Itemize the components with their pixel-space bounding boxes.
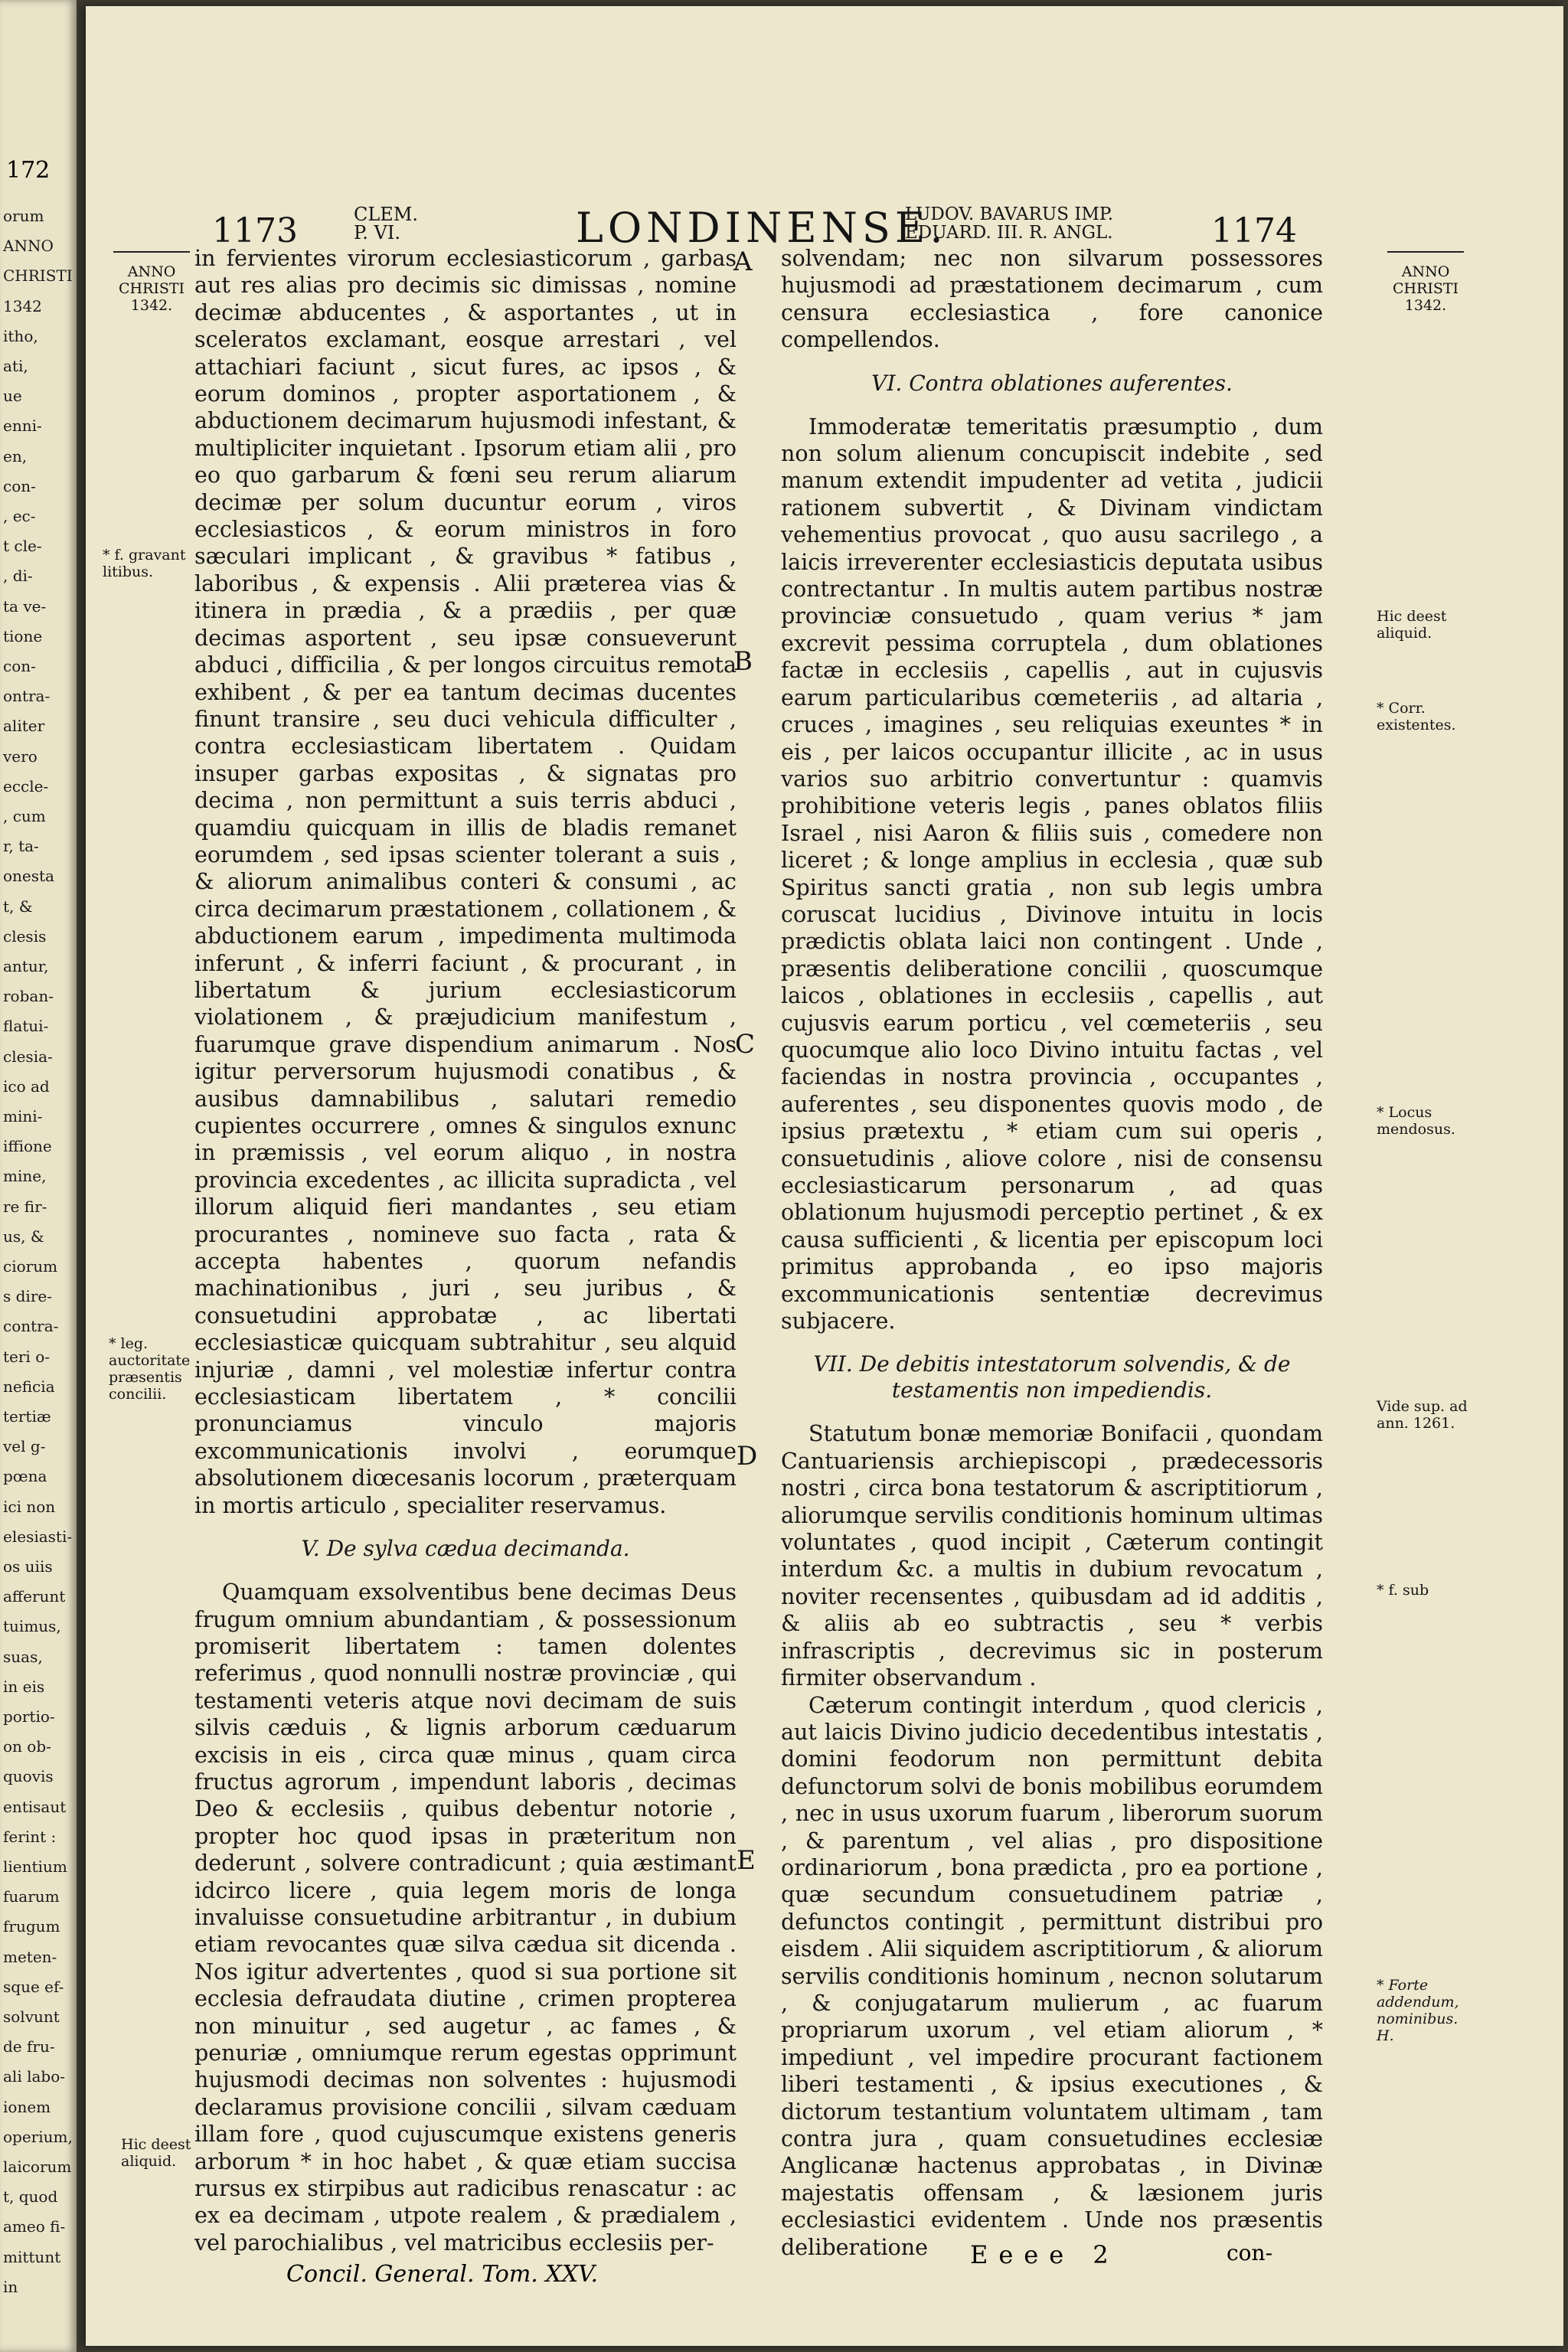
- note-hic-right: Hic deest aliquid.: [1377, 608, 1447, 642]
- heading-section-vii: VII. De debitis intestatorum solvendis, & de testamentis non impediendis.: [813, 1351, 1291, 1403]
- previous-page-fragment: sque ef-: [3, 1977, 64, 1996]
- previous-page-fragment: fuarum: [3, 1887, 60, 1906]
- footer-signature: Eeee 2: [970, 2240, 1119, 2269]
- note-auctoritate: * leg. auctoritate præsentis concilii.: [109, 1335, 191, 1403]
- previous-page-fragment: enni-: [3, 416, 42, 436]
- previous-page-fragment: orum: [3, 207, 44, 225]
- heading-section-vi: VI. Contra oblationes auferentes.: [871, 370, 1233, 396]
- previous-page-fragment: solvunt: [3, 2007, 60, 2026]
- previous-page-fragment: teri o-: [3, 1347, 50, 1366]
- note-vide: Vide sup. ad ann. 1261.: [1377, 1398, 1468, 1432]
- previous-page-fragment: roban-: [3, 987, 54, 1006]
- note-forte: * Forte addendum, nominibus. H.: [1377, 1977, 1459, 2044]
- previous-page-fragment: os uiis: [3, 1557, 53, 1576]
- previous-page-fragment: operium,: [3, 2127, 73, 2146]
- clem-line1: CLEM.: [354, 204, 419, 225]
- previous-page-fragment: tertiæ: [3, 1407, 51, 1426]
- previous-page-fragment: ici non: [3, 1497, 56, 1516]
- previous-page-fragment: antur,: [3, 957, 49, 975]
- previous-page-fragment: flatui-: [3, 1017, 49, 1036]
- previous-page-fragment: in: [3, 2277, 18, 2296]
- previous-page-fragment: con-: [3, 476, 36, 495]
- left-column: [194, 245, 737, 2256]
- previous-page-fragment: laicorum: [3, 2158, 72, 2176]
- marker-d: D: [737, 1441, 758, 1472]
- note-hic-left: Hic deest aliquid.: [121, 2136, 191, 2170]
- previous-page-fragment: clesis: [3, 926, 47, 946]
- previous-page-fragment: onesta: [3, 867, 54, 886]
- right-paragraph-3: Statutum bonæ memoriæ Bonifacii , quondam Cantuariensis archiepiscopi , prædecessoris nostri , circa bona testatorum & ascriptitiorum , aliorumque servilis conditionis hominum ultimas voluntates , quod incipit , Cæterum contingit interdum &c. a multis in dubium revocatum , noviter recensentes , quibusdam ad id additis , & aliis ab eo subtractis , seu * verbis infrascriptis , decrevimus sic in posterum firmiter observandum .: [781, 1421, 1323, 1691]
- ludov-line1: LUDOV. BAVARUS IMP.: [905, 204, 1114, 224]
- previous-page-fragment: neficia: [3, 1377, 55, 1396]
- previous-page-fragment: tuimus,: [3, 1617, 61, 1636]
- right-paragraph-4: Cæterum contingit interdum , quod clericis , aut laicis Divino judicio decedentibus intestatis , domini feodorum non permittunt debita defunctorum solvi de bonis mobilibus eorumdem , nec in usus uxorum fuarum , liberorum suorum , & parentum , vel alias , pro dispositione ordinariorum , bona prædicta , pro ea portione , quæ secundum consuetudinem patriæ , defunctos contingit , permittunt distribui pro eisdem . Alii siquidem ascriptitiorum , & aliorum servilis conditionis hominum , necnon solutarum , & conjugatarum mulierum , ac fuarum propriarum uxorum , vel etiam aliorum , * impediunt , vel impedire procurant factionem liberi testamenti , & ipsius executiones , & dictorum testantium voluntatem ultimam , tam contra jura , quam consuetudines ecclesiæ Anglicanæ hactenus approbatas , in Divinæ majestatis offensam , & læsionem juris ecclesiastici evidentem . Unde nos præsentis deliberatione: [781, 1692, 1323, 2260]
- previous-page-fragment: lientium: [3, 1857, 67, 1876]
- anno-right-1: ANNO: [1401, 263, 1450, 280]
- previous-page-fragment: ciorum: [3, 1257, 58, 1276]
- note-corr: * Corr. existentes.: [1377, 700, 1456, 733]
- footer-catchword: con-: [1227, 2240, 1273, 2265]
- previous-page-fragment: ati,: [3, 357, 28, 375]
- previous-page-fragment: iffione: [3, 1137, 52, 1156]
- previous-page-fragment: eccle-: [3, 776, 49, 795]
- previous-page-fragment: entisaut: [3, 1797, 67, 1816]
- note-fsub: * f. sub: [1377, 1582, 1429, 1599]
- book-page: [86, 6, 1563, 2346]
- previous-page-fragment: elesiasti-: [3, 1527, 73, 1546]
- previous-page-fragment: s dire-: [3, 1287, 52, 1306]
- previous-page-fragment: frugum: [3, 1917, 60, 1936]
- marker-e: E: [737, 1845, 756, 1876]
- previous-page-fragment: ANNO: [3, 237, 54, 256]
- previous-page-fragment: vel g-: [3, 1437, 46, 1456]
- left-paragraph-1: in fervientes virorum ecclesiasticorum , garbas aut res alias pro decimis sic dimissas , nomine decimæ abducentes , & asportantes , ut in sceleratos exclamant, eosque arrestari , vel attachiari faciunt , sicut fures, ac ipsos , & eorum dominos , propter asportationem , & abductionem decimarum hujusmodi infestant, & multipliciter inquietant . Ipsorum etiam alii , pro eo quo garbarum & fœni seu rerum aliarum decimæ per solum ducuntur eorum , viros ecclesiasticos , & eorum ministros in foro sæculari implicant , & gravibus * fatibus , laboribus , & expensis . Alii præterea vias & itinera in prædia , & a prædiis , per quæ decimas asportent , seu ipsæ consueverunt abduci , difficilia , & per longos circuitus remota exhibent , & per ea tantum decimas ducentes finunt transire , seu duci vehicula difficulter , contra ecclesiasticam libertatem . Quidam insuper garbas expositas , & signatas pro decima , non permittunt a suis terris abduci , quamdiu quicquam in illis de bladis remanet eorumdem , sed ipsas scienter tolerant a suis , & aliorum animalibus conteri & consumi , ac circa decimarum præstationem , collationem , & abductionem earum , impedimenta multimoda inferunt , & inferri faciunt , & procurant , in libertatum & jurium ecclesiasticorum violationem , & præjudicium manifestum , fuarumque grave dispendium animarum . Nos igitur perversorum hujusmodi conatibus , & ausibus damnabilibus , salutari remedio cupientes occurrere , omnes & singulos exnunc in præmissis , vel eorum aliquo , in nostra provincia excedentes , ac illicita supradicta , vel illorum aliquid fieri mandantes , seu etiam procurantes , nomineve suo facta , rata & accepta habentes , quorum nefandis machinationibus , juri , seu juribus , & consuetudini approbatæ , ac libertati ecclesiasticæ quicquam subtrahitur , seu alquid injuriæ , damni , vel molestiæ infertur contra ecclesiasticam libertatem , * concilii pronunciamus vinculo majoris excommunicationis involvi , eorumque absolutionem diœcesanis locorum , præterquam in mortis articulo , specialiter reservamus.: [194, 246, 737, 1518]
- footer-volume: Concil. General. Tom. XXV.: [286, 2261, 599, 2288]
- previous-page-fragment: , cum: [3, 807, 46, 825]
- left-paragraph-2: Quamquam exsolventibus bene decimas Deus frugum omnium abundantiam , & possessionum promiserit libertatem : tamen dolentes referimus , quod nonnulli nostræ provinciæ , qui testamenti veteris atque novi decimam de suis silvis cæduis , & lignis arborum cæduarum excisis in eis , circa quæ minus , quam circa fructus agrorum , impendunt laboris , decimas Deo & ecclesiis , quibus debentur notorie , propter hoc quod ipsas in præteritum non dederunt , solvere contradicunt ; quia æstimant idcirco licere , quia legem moris de longa invaluisse consuetudine arbitrantur , in dubium etiam revocantes quæ silva cædua sit dicenda . Nos igitur advertentes , quod si sua portione sit ecclesia defraudata diutine , crimen propterea non minuitur , sed augetur , ac fames , & penuriæ , omniumque rerum egestas opprimunt hujusmodi decimas non solventes : hujusmodi declaramus provisione concilii , silvam cæduam illam fore , quod cujuscumque existens generis arborum * in hoc habet , & quæ etiam succisa rursus ex stirpibus aut radicibus renascatur : ac ex ea decimam , utpote realem , & prædialem , vel parochialibus , vel matricibus ecclesiis per-: [194, 1579, 737, 2256]
- previous-page-fragment: , ec-: [3, 507, 36, 525]
- previous-page-fragment: de fru-: [3, 2037, 55, 2056]
- previous-page-fragment: ali labo-: [3, 2067, 65, 2086]
- marker-c: C: [735, 1029, 756, 1060]
- anno-right-3: 1342.: [1404, 297, 1447, 314]
- previous-page-fragment: ionem: [3, 2097, 51, 2116]
- page-number-left: 1173: [212, 211, 298, 250]
- marker-b: B: [733, 646, 753, 677]
- previous-page-fragment: ontra-: [3, 687, 51, 706]
- previous-page-fragment: pœna: [3, 1467, 47, 1486]
- previous-page-fragment: ta ve-: [3, 596, 47, 616]
- right-column: [781, 245, 1323, 2261]
- marker-a: A: [733, 247, 753, 277]
- header-clem: [354, 205, 418, 242]
- rule-left: [113, 251, 190, 253]
- previous-page-fragment: , di-: [3, 567, 33, 586]
- header-ludov: [905, 205, 1113, 242]
- right-paragraph-2: Immoderatæ temeritatis præsumptio , dum non solum alienum concupiscit indebite , sed manum extendit impudenter ad vetita , judicii rationem subvertit , & Divinam vindictam vehementius provocat , quo ausu sacrilego , a laicis irreverenter ecclesiasticis deputata usibus contrectantur . In multis autem partibus nostræ provinciæ consuetudo , quam verius * jam excrevit pessima corruptela , dum oblationes factæ in ecclesiis , capellis , aut in cujusvis earum particularibus cœmeteriis , ad altaria , cruces , imagines , seu reliquias exeuntes * in eis , per laicos occupantur illicite , ac in usus varios suo arbitrio convertuntur : quamvis prohibitione veteris legis , panes oblatos filiis Israel , nisi Aaron & filiis suis , comedere non liceret ; & longe amplius in ecclesia , quæ sub Spiritus sancti gratia , non sub legis umbra coruscat lucidius , Divinove intuitu in locis prædictis oblata laici non contingent . Unde , præsentis deliberatione concilii , quoscumque laicos , oblationes in ecclesiis , capellis , aut cujusvis earum porticu , vel cœmeteriis , seu quocumque alio loco Divino intuitu factas , vel faciendas in nostra provincia , occupantes , auferentes , seu disponentes quovis modo , de ipsius prætextu , * etiam cum sui operis , consuetudinis , aliove colore , nisi de consensu ecclesiasticarum personarum , ad quas oblationum hujusmodi perceptio pertinet , & ex causa sufficienti , & licentia per episcopum loci primitus approbanda , eo ipso majoris excommunicationis sententiæ decrevimus subjacere.: [781, 413, 1323, 1334]
- previous-page-fragment: aliter: [3, 717, 45, 736]
- note-locus: * Locus mendosus.: [1377, 1104, 1455, 1138]
- previous-page-fragment: in eis: [3, 1677, 45, 1696]
- anno-left-1: ANNO: [127, 263, 176, 280]
- previous-page-fragment: ue: [3, 387, 22, 406]
- previous-page-edge: [0, 0, 77, 2352]
- previous-page-fragment: meten-: [3, 1947, 57, 1966]
- previous-page-fragment: CHRISTI: [3, 266, 73, 286]
- previous-page-fragment: portio-: [3, 1707, 55, 1726]
- rule-right: [1387, 251, 1464, 253]
- previous-page-fragment: clesia-: [3, 1047, 53, 1066]
- previous-page-fragment: on ob-: [3, 1737, 51, 1756]
- previous-page-fragment: 1342: [3, 296, 42, 315]
- previous-page-fragment: mittunt: [3, 2247, 61, 2266]
- note-gravant: * f. gravant litibus.: [103, 547, 186, 580]
- previous-page-fragment: itho,: [3, 326, 38, 345]
- anno-left: [115, 263, 188, 314]
- previous-page-fragment: afferunt: [3, 1587, 66, 1606]
- previous-page-fragment: suas,: [3, 1647, 43, 1666]
- anno-left-3: 1342.: [130, 297, 173, 314]
- previous-page-fragment: ameo fi-: [3, 2217, 66, 2236]
- ludov-line2: EDUARD. III. R. ANGL.: [905, 223, 1113, 243]
- clem-line2: P. VI.: [354, 222, 400, 243]
- previous-page-fragment: contra-: [3, 1317, 59, 1336]
- right-paragraph-1: solvendam; nec non silvarum possessores hujusmodi ad præstationem decimarum , cum censura ecclesiastica , fore canonice compellendos.: [781, 246, 1323, 353]
- previous-page-fragment: us, &: [3, 1227, 44, 1246]
- anno-right-2: CHRISTI: [1392, 280, 1459, 297]
- previous-page-fragment: t cle-: [3, 537, 42, 556]
- previous-page-fragment: en,: [3, 446, 28, 466]
- header-title: LONDINENSE.: [576, 204, 948, 252]
- previous-page-fragment: ferint :: [3, 1827, 57, 1846]
- anno-left-2: CHRISTI: [118, 280, 185, 297]
- previous-page-fragment: ico ad: [3, 1076, 50, 1096]
- previous-page-number: 172: [6, 157, 51, 184]
- previous-page-fragment: quovis: [3, 1767, 54, 1786]
- previous-page-fragment: t, quod: [3, 2187, 58, 2207]
- previous-page-fragment: r, ta-: [3, 837, 39, 856]
- previous-page-fragment: t, &: [3, 897, 33, 916]
- previous-page-fragment: mini-: [3, 1107, 43, 1125]
- previous-page-fragment: mine,: [3, 1167, 47, 1186]
- anno-right: [1387, 263, 1464, 314]
- previous-page-fragment: tione: [3, 626, 43, 645]
- page-number-right: 1174: [1211, 211, 1297, 250]
- previous-page-fragment: con-: [3, 657, 36, 675]
- heading-section-v: V. De sylva cædua decimanda.: [301, 1536, 630, 1562]
- previous-page-fragment: re fir-: [3, 1197, 47, 1216]
- previous-page-fragment: vero: [3, 746, 38, 766]
